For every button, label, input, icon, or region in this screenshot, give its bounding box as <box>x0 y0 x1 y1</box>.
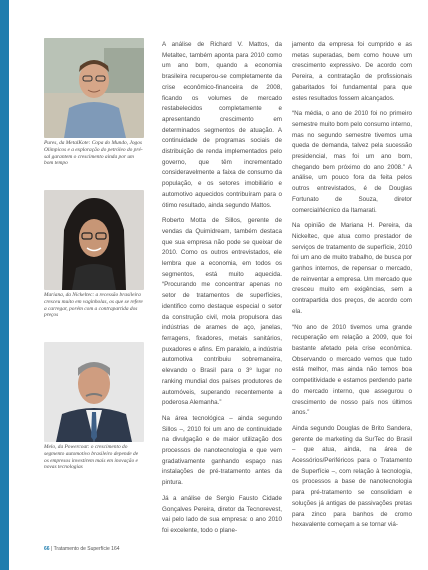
photo-column <box>44 38 144 488</box>
photo-mariana <box>44 190 144 290</box>
page-footer: 66 | Tratamento de Superfície 164 <box>44 546 120 552</box>
caption-melo: Melo, da Powercoat: o crescimento do segmento automotivo brasileiro depende de os empresos investirem mais em inovação e novas tecnologias <box>44 444 139 471</box>
publication-name: Tratamento de Superfície 164 <box>53 546 120 552</box>
paragraph: Já a análise de Sergio Fausto Cidade Gonçalves Pereira, diretor da Tecnorevest, vai pelo lado de sua empresa: o ano 2010 foi excelente, todo o plane- <box>162 494 282 534</box>
article-column-right <box>292 40 412 536</box>
caption-mariana: Mariana, da Nickeltec: a recessão brasileira cresceu muito em vaginholas, os que se refere a carregar, porém com a contrapartida dos preços <box>44 292 143 319</box>
paragraph: Ainda segundo Douglas de Brito Sandera, gerente de marketing da SurTec do Brasil – que atua, ainda, na área de Acessórios/Periféricos para o Tratamento de Superfície –, com relação à tecnologia, os processos a base de nanotecnologia para pré-tratamento se consolidam e soluções já antigas de passivações pretas para zinco para banhos de cromo hexavalente começam a se tornar viá- <box>292 424 412 529</box>
photo-melo <box>44 342 144 442</box>
photo-pures <box>44 38 144 138</box>
paragraph: Na opinião de Mariana H. Pereira, da Nickeltec, que atua como prestador de serviços de tratamento de superfície, 2010 foi um ano de muito trabalho, de busca por ganhos internos, de repensar o mercado, de reinventar a empresa. Um mercado que cresceu muito em exigências, sem a contrapartida dos preços, de acordo com ela. <box>292 222 412 315</box>
article-column-middle <box>162 40 282 542</box>
page-number: 66 <box>44 546 50 552</box>
caption-pures: Pures, da MetalKote: Copa do Mundo, Jogos Olímpicos e a exploração do petróleo do pré-sal garantem o crescimento ainda por um bom tempo <box>44 140 143 167</box>
paragraph: Roberto Motta de Sillos, gerente de vendas da Quimidream, também destaca que sua empresa não pode se queixar de 2010. Como os outros entrevistados, ele lembra que a economia, em todos os segmentos, está muito aquecida. “Procurando me concentrar apenas no setor de tratamentos de superfícies, identifico como destaque especial o setor da construção civil, mola propulsora das indústrias de arames de aço, janelas, ferragens, fixadores, metais sanitários, puxadores e afins. Em paralelo, a indústria automotiva contribuiu sobremaneira, elevando o Brasil para o 3º lugar no ranking mundial dos países produtores de automóveis, superando recentemente a poderosa Alemanha.” <box>162 217 282 407</box>
paragraph: “Na média, o ano de 2010 foi no primeiro semestre muito bom pelo consumo interno, mas no segundo semestre tivemos uma queda de demanda, talvez pela sucessão presidencial, mas foi um ano bom, chegando bem próximo do ano 2008.” A análise, um pouco fora da feita pelos outros entrevistados, é de Douglas Fortunato de Souza, diretor comercial/técnico da Itamarati. <box>292 110 412 214</box>
paragraph: jamento da empresa foi cumprido e as metas superadas, bem como houve um crescimento expressivo. De acordo com Pereira, a contratação de profissionais gabaritados foi fundamental para que estes resultados fossem alcançados. <box>292 41 412 102</box>
paragraph: Na área tecnológica – ainda segundo Sillos –, 2010 foi um ano de continuidade na divulgação e de maior utilização dos processos de nanotecnologia e que vem gradativamente ganhando espaço nas instalações de pré-tratamento antes da pintura. <box>162 414 282 487</box>
page-edge-stripe <box>0 0 9 570</box>
paragraph: A análise de Richard V. Mattos, da Metaltec, também aponta para 2010 como um ano bom, quando a economia brasileira recuperou-se completamente da crise econômico-financeira de 2008, ficando os volumes de mercado restabelecidos completamente e apresentando crescimento em determinados segmentos de atuação. A continuidade de programas sociais de distribuição de renda implementados pelo governo, que têm incrementado consideravelmente a faixa de consumo da população, e os setores imobiliário e automotivo aquecidos contribuíram para o ótimo resultado, ainda segundo Mattos. <box>162 41 282 209</box>
paragraph: “No ano de 2010 tivemos uma grande recuperação em relação a 2009, que foi bastante afetado pela crise econômica. Observando o mercado vemos que tudo está melhor, mas ainda não temos boa competitividade e estamos perdendo parte do mercado interno, que assegurou o crescimento de nosso país nos últimos anos.” <box>292 323 412 417</box>
